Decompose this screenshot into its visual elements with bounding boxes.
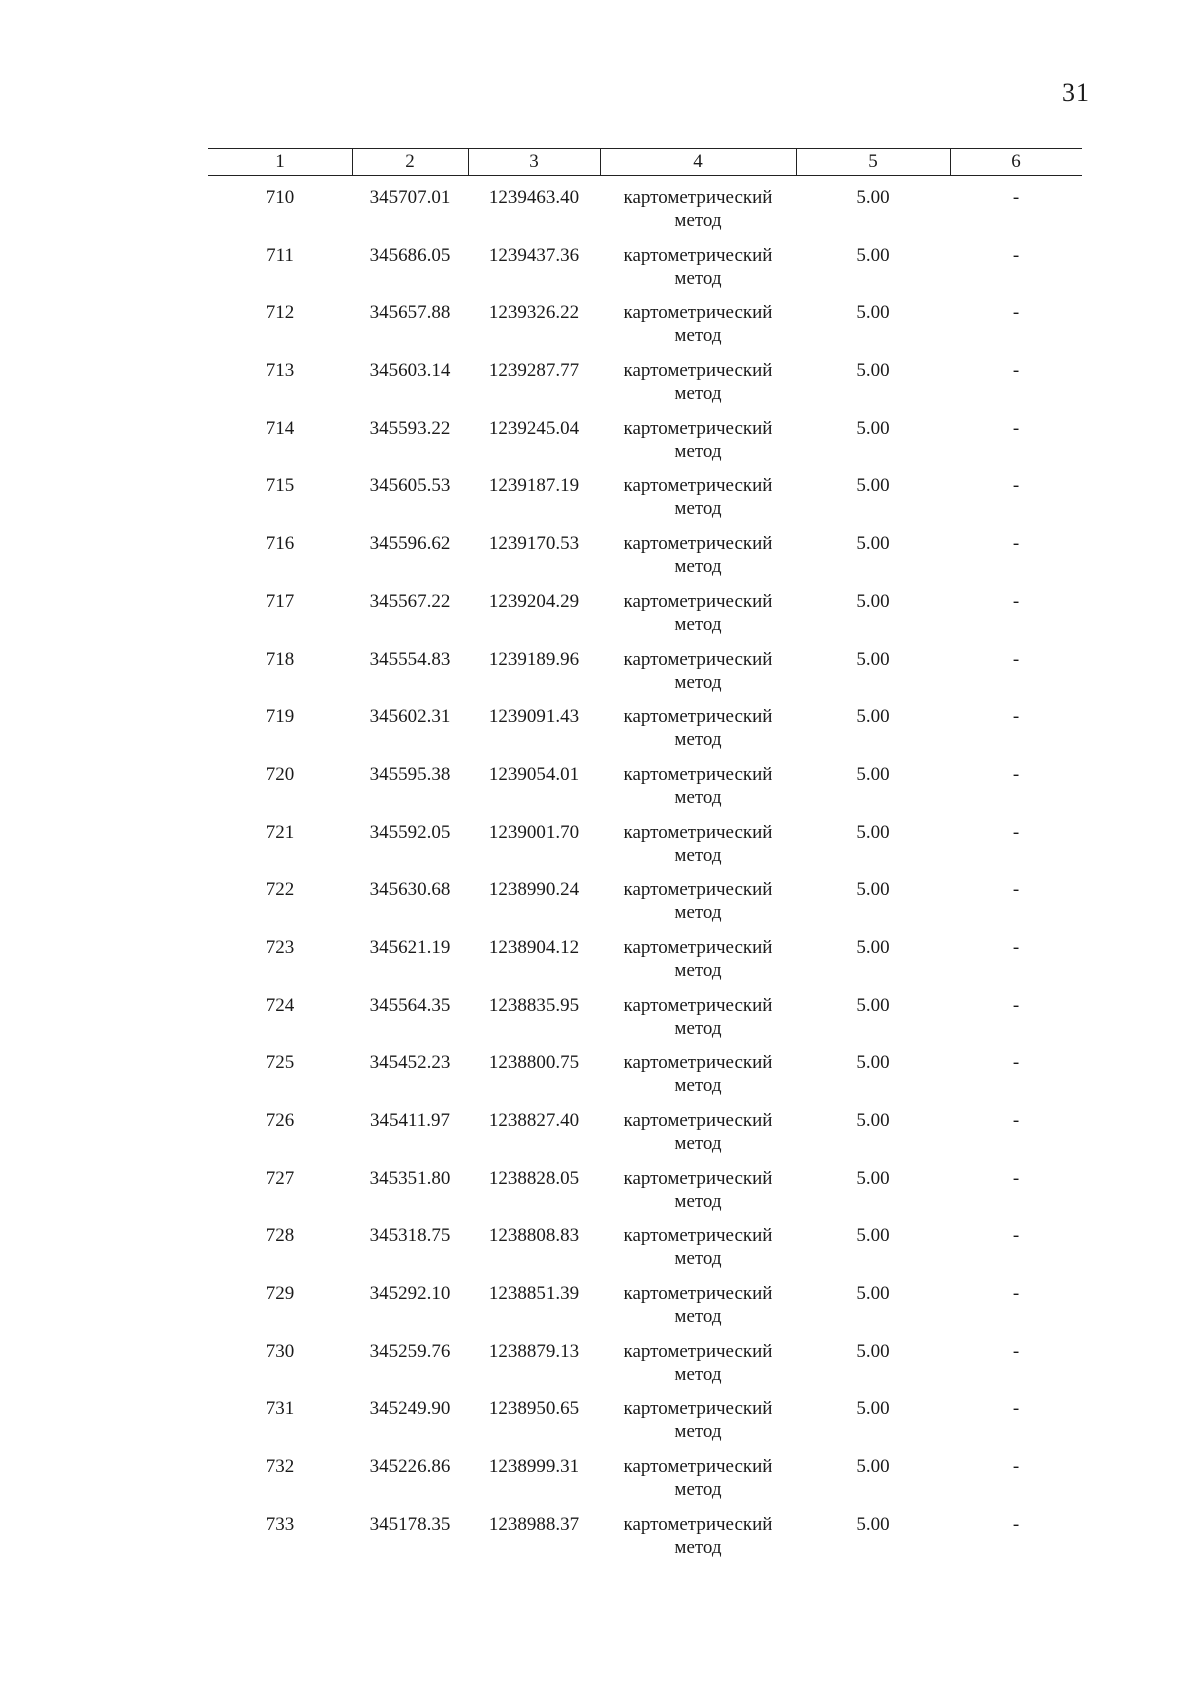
description: -	[1012, 244, 1020, 266]
method-line-2: метод	[674, 210, 722, 231]
method	[600, 1224, 796, 1270]
coordinate-x: 345686.05	[369, 244, 451, 266]
coordinate-x: 345657.88	[369, 302, 451, 324]
coordinate-y: 1239326.22	[488, 302, 580, 324]
table-row	[208, 590, 1082, 648]
coordinate-x: 345630.68	[369, 879, 451, 901]
table-row	[208, 417, 1082, 475]
point-number: 712	[265, 302, 295, 324]
method-line-1: картометрический	[623, 1283, 773, 1305]
point-number: 711	[266, 244, 294, 266]
point-number: 723	[265, 936, 295, 958]
point-number: 720	[265, 763, 295, 785]
coordinate-x: 345226.86	[369, 1456, 451, 1478]
column-divider	[600, 149, 601, 175]
table-row	[208, 878, 1082, 936]
accuracy: 5.00	[856, 1110, 890, 1131]
point-number: 717	[265, 590, 295, 612]
accuracy: 5.00	[856, 763, 890, 785]
column-header-6: 6	[1011, 151, 1021, 172]
method-line-2: метод	[674, 383, 722, 405]
method	[600, 1455, 796, 1501]
method-line-1: картометрический	[623, 590, 773, 612]
table-row	[208, 1109, 1082, 1167]
accuracy: 5.00	[856, 936, 890, 958]
description: -	[1012, 1398, 1020, 1420]
point-number: 718	[265, 648, 295, 670]
table-row	[208, 648, 1082, 706]
coordinate-x: 345593.22	[369, 417, 451, 439]
method-line-1: картометрический	[623, 1456, 773, 1478]
table-row	[208, 186, 1082, 244]
point-number: 727	[265, 1167, 295, 1189]
method-line-1: картометрический	[623, 994, 773, 1016]
point-number: 733	[265, 1513, 295, 1535]
table-row	[208, 301, 1082, 359]
accuracy: 5.00	[856, 360, 890, 382]
accuracy: 5.00	[856, 1513, 890, 1535]
method-line-2: метод	[674, 902, 722, 924]
method-line-2: метод	[674, 1017, 722, 1039]
coordinate-x: 345411.97	[369, 1110, 451, 1131]
method-line-1: картометрический	[623, 244, 773, 266]
method	[600, 1282, 796, 1328]
column-divider	[468, 149, 469, 175]
table-row	[208, 1167, 1082, 1225]
table-row	[208, 474, 1082, 532]
accuracy: 5.00	[856, 1225, 890, 1247]
column-divider	[352, 149, 353, 175]
description: -	[1012, 1110, 1020, 1131]
method	[600, 821, 796, 867]
method-line-2: метод	[674, 325, 722, 347]
point-number: 710	[265, 187, 295, 208]
coordinate-y: 1239091.43	[488, 706, 580, 728]
method-line-2: метод	[674, 959, 722, 981]
description: -	[1012, 1513, 1020, 1535]
coordinate-x: 345592.05	[369, 821, 451, 843]
description: -	[1012, 1225, 1020, 1247]
accuracy: 5.00	[856, 706, 890, 728]
point-number: 731	[265, 1398, 295, 1420]
method-line-2: метод	[674, 1536, 722, 1558]
method-line-2: метод	[674, 556, 722, 578]
coordinates-table	[208, 148, 1082, 1558]
column-header-3: 3	[529, 151, 539, 172]
table-row	[208, 359, 1082, 417]
accuracy: 5.00	[856, 1283, 890, 1305]
coordinate-x: 345621.19	[369, 936, 451, 958]
coordinate-y: 1238990.24	[488, 879, 580, 901]
accuracy: 5.00	[856, 590, 890, 612]
method	[600, 1051, 796, 1097]
table-body	[208, 186, 1082, 1571]
description: -	[1012, 1340, 1020, 1362]
method-line-1: картометрический	[623, 879, 773, 901]
point-number: 716	[265, 533, 295, 555]
method-line-2: метод	[674, 613, 722, 635]
coordinate-y: 1238950.65	[488, 1398, 580, 1420]
point-number: 732	[265, 1456, 295, 1478]
description: -	[1012, 360, 1020, 382]
accuracy: 5.00	[856, 648, 890, 670]
accuracy: 5.00	[856, 475, 890, 497]
method	[600, 1167, 796, 1213]
coordinate-y: 1238828.05	[488, 1167, 580, 1189]
method	[600, 936, 796, 982]
description: -	[1012, 302, 1020, 324]
method-line-1: картометрический	[623, 706, 773, 728]
method-line-1: картометрический	[623, 187, 773, 208]
table-row	[208, 1340, 1082, 1398]
point-number: 721	[265, 821, 295, 843]
method	[600, 532, 796, 578]
method-line-2: метод	[674, 1421, 722, 1443]
coordinate-x: 345178.35	[369, 1513, 451, 1535]
table-row	[208, 994, 1082, 1052]
coordinate-x: 345596.62	[369, 533, 451, 555]
column-header-5: 5	[868, 151, 878, 172]
coordinate-y: 1238827.40	[488, 1110, 580, 1131]
coordinate-y: 1239245.04	[488, 417, 580, 439]
point-number: 719	[265, 706, 295, 728]
point-number: 726	[265, 1110, 295, 1131]
method	[600, 1513, 796, 1559]
method-line-1: картометрический	[623, 533, 773, 555]
accuracy: 5.00	[856, 1052, 890, 1074]
method-line-2: метод	[674, 786, 722, 808]
method-line-2: метод	[674, 498, 722, 520]
accuracy: 5.00	[856, 187, 890, 208]
description: -	[1012, 1052, 1020, 1074]
method-line-2: метод	[674, 1190, 722, 1212]
method-line-2: метод	[674, 1248, 722, 1270]
description: -	[1012, 475, 1020, 497]
point-number: 713	[265, 360, 295, 382]
accuracy: 5.00	[856, 879, 890, 901]
method-line-1: картометрический	[623, 302, 773, 324]
accuracy: 5.00	[856, 1167, 890, 1189]
accuracy: 5.00	[856, 533, 890, 555]
coordinate-y: 1239189.96	[488, 648, 580, 670]
method-line-1: картометрический	[623, 1052, 773, 1074]
method	[600, 186, 796, 232]
method	[600, 1109, 796, 1155]
coordinate-y: 1239001.70	[488, 821, 580, 843]
accuracy: 5.00	[856, 1340, 890, 1362]
description: -	[1012, 648, 1020, 670]
coordinate-y: 1238904.12	[488, 936, 580, 958]
coordinate-x: 345595.38	[369, 763, 451, 785]
description: -	[1012, 1456, 1020, 1478]
method-line-1: картометрический	[623, 648, 773, 670]
coordinate-x: 345603.14	[369, 360, 451, 382]
method	[600, 994, 796, 1040]
coordinate-x: 345554.83	[369, 648, 451, 670]
description: -	[1012, 1283, 1020, 1305]
method	[600, 705, 796, 751]
description: -	[1012, 533, 1020, 555]
point-number: 714	[265, 417, 295, 439]
table-row	[208, 532, 1082, 590]
table-row	[208, 1397, 1082, 1455]
column-divider	[796, 149, 797, 175]
description: -	[1012, 706, 1020, 728]
method-line-1: картометрический	[623, 1398, 773, 1420]
coordinate-x: 345567.22	[369, 590, 451, 612]
coordinate-x: 345249.90	[369, 1398, 451, 1420]
description: -	[1012, 763, 1020, 785]
accuracy: 5.00	[856, 244, 890, 266]
coordinate-y: 1238999.31	[488, 1456, 580, 1478]
column-divider	[950, 149, 951, 175]
coordinate-x: 345259.76	[369, 1340, 451, 1362]
accuracy: 5.00	[856, 1456, 890, 1478]
description: -	[1012, 994, 1020, 1016]
page-number: 31	[1062, 78, 1090, 107]
method-line-1: картометрический	[623, 936, 773, 958]
table-row	[208, 1224, 1082, 1282]
description: -	[1012, 879, 1020, 901]
coordinate-y: 1238879.13	[488, 1340, 580, 1362]
method-line-2: метод	[674, 1306, 722, 1328]
table-row	[208, 705, 1082, 763]
method	[600, 648, 796, 694]
coordinate-y: 1238800.75	[488, 1052, 580, 1074]
method	[600, 878, 796, 924]
coordinate-y: 1239463.40	[488, 187, 580, 208]
coordinate-y: 1238851.39	[488, 1283, 580, 1305]
description: -	[1012, 187, 1020, 208]
table-row	[208, 1455, 1082, 1513]
coordinate-x: 345452.23	[369, 1052, 451, 1074]
method	[600, 417, 796, 463]
accuracy: 5.00	[856, 994, 890, 1016]
point-number: 728	[265, 1225, 295, 1247]
method	[600, 474, 796, 520]
method	[600, 590, 796, 636]
method-line-1: картометрический	[623, 1167, 773, 1189]
method-line-2: метод	[674, 671, 722, 693]
description: -	[1012, 417, 1020, 439]
description: -	[1012, 590, 1020, 612]
method-line-2: метод	[674, 1363, 722, 1385]
coordinate-y: 1239170.53	[488, 533, 580, 555]
table-header	[208, 148, 1082, 176]
method-line-1: картометрический	[623, 1225, 773, 1247]
accuracy: 5.00	[856, 417, 890, 439]
method-line-2: метод	[674, 1479, 722, 1501]
method-line-2: метод	[674, 844, 722, 866]
column-header-2: 2	[405, 151, 415, 172]
coordinate-y: 1238988.37	[488, 1513, 580, 1535]
method-line-1: картометрический	[623, 763, 773, 785]
method-line-1: картометрический	[623, 475, 773, 497]
method	[600, 359, 796, 405]
description: -	[1012, 821, 1020, 843]
table-row	[208, 763, 1082, 821]
method-line-1: картометрический	[623, 1340, 773, 1362]
description: -	[1012, 936, 1020, 958]
table-row	[208, 1513, 1082, 1571]
accuracy: 5.00	[856, 821, 890, 843]
description: -	[1012, 1167, 1020, 1189]
method	[600, 1397, 796, 1443]
table-row	[208, 244, 1082, 302]
point-number: 724	[265, 994, 295, 1016]
accuracy: 5.00	[856, 1398, 890, 1420]
coordinate-x: 345292.10	[369, 1283, 451, 1305]
point-number: 722	[265, 879, 295, 901]
method-line-1: картометрический	[623, 821, 773, 843]
coordinate-y: 1239054.01	[488, 763, 580, 785]
coordinate-x: 345605.53	[369, 475, 451, 497]
method	[600, 244, 796, 290]
accuracy: 5.00	[856, 302, 890, 324]
coordinate-y: 1239437.36	[488, 244, 580, 266]
method-line-1: картометрический	[623, 1513, 773, 1535]
method-line-1: картометрический	[623, 360, 773, 382]
table-row	[208, 821, 1082, 879]
method-line-2: метод	[674, 1133, 722, 1154]
point-number: 730	[265, 1340, 295, 1362]
method-line-1: картометрический	[623, 417, 773, 439]
method-line-2: метод	[674, 267, 722, 289]
method	[600, 1340, 796, 1386]
method-line-2: метод	[674, 1075, 722, 1097]
coordinate-x: 345318.75	[369, 1225, 451, 1247]
coordinate-x: 345602.31	[369, 706, 451, 728]
column-header-1: 1	[275, 151, 285, 172]
table-row	[208, 1051, 1082, 1109]
method-line-1: картометрический	[623, 1110, 773, 1131]
coordinate-y: 1239204.29	[488, 590, 580, 612]
coordinate-y: 1239287.77	[488, 360, 580, 382]
coordinate-y: 1239187.19	[488, 475, 580, 497]
table-row	[208, 936, 1082, 994]
coordinate-x: 345707.01	[369, 187, 451, 208]
coordinate-x: 345564.35	[369, 994, 451, 1016]
column-header-4: 4	[693, 151, 703, 172]
method	[600, 301, 796, 347]
table-row	[208, 1282, 1082, 1340]
point-number: 715	[265, 475, 295, 497]
method	[600, 763, 796, 809]
coordinate-x: 345351.80	[369, 1167, 451, 1189]
method-line-2: метод	[674, 440, 722, 462]
point-number: 729	[265, 1283, 295, 1305]
coordinate-y: 1238835.95	[488, 994, 580, 1016]
point-number: 725	[265, 1052, 295, 1074]
method-line-2: метод	[674, 729, 722, 751]
coordinate-y: 1238808.83	[488, 1225, 580, 1247]
